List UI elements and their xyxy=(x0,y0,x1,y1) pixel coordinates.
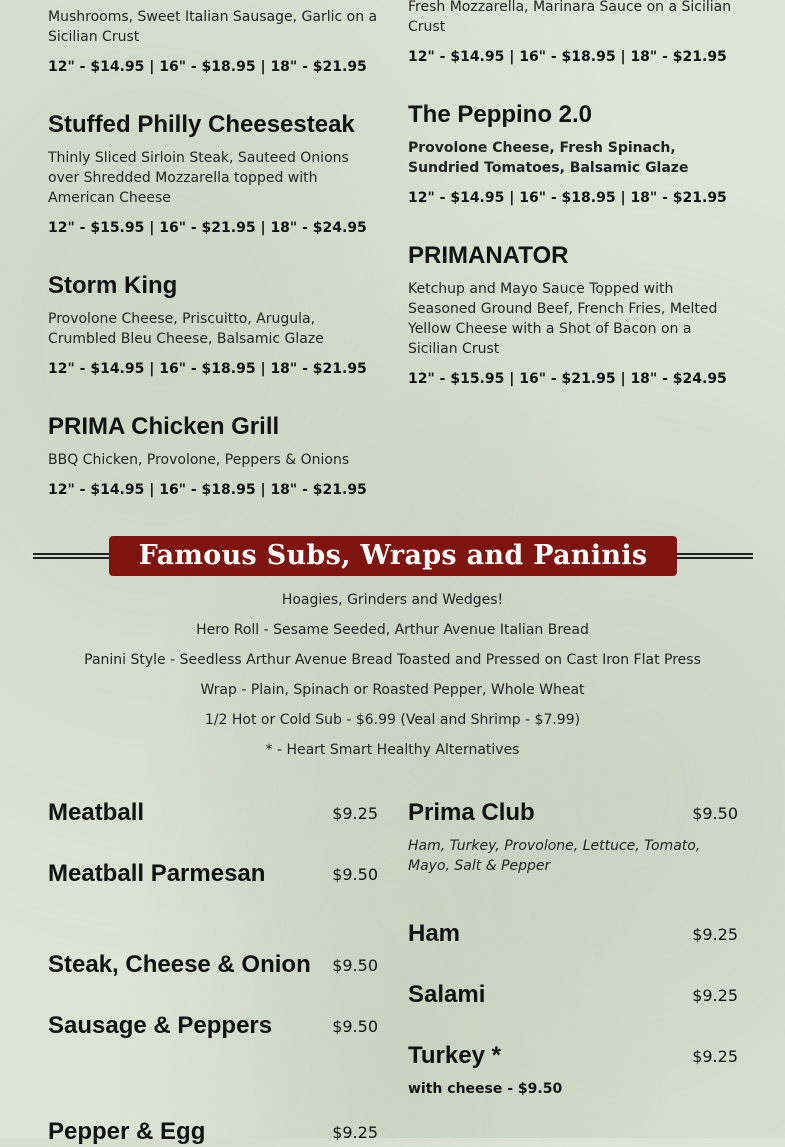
sub-name: Pepper & Egg xyxy=(48,1118,206,1145)
sub-price: $9.50 xyxy=(692,804,738,823)
pizza-price: 12" - $14.95 | 16" - $18.95 | 18" - $21.95 xyxy=(48,59,367,75)
sub-name: Meatball Parmesan xyxy=(48,860,266,887)
sub-name: Prima Club xyxy=(408,799,535,826)
sub-price: $9.50 xyxy=(332,865,378,884)
pizza-name: PRIMANATOR xyxy=(408,242,569,269)
sub-item xyxy=(408,919,738,949)
pizza-item xyxy=(48,412,378,500)
pizza-name: Stuffed Philly Cheesesteak xyxy=(48,111,355,138)
sub-name: Sausage & Peppers xyxy=(48,1012,273,1039)
info-line: 1/2 Hot or Cold Sub - $6.99 (Veal and Shrimp - $7.99) xyxy=(204,712,581,728)
sub-item xyxy=(408,798,738,876)
sub-price: $9.50 xyxy=(332,1017,378,1036)
sub-price: $9.25 xyxy=(332,1123,378,1142)
sub-price: $9.25 xyxy=(692,986,738,1005)
banner-divider-right xyxy=(673,553,753,559)
pizza-price: 12" - $14.95 | 16" - $18.95 | 18" - $21.95 xyxy=(48,361,367,377)
sub-price: $9.25 xyxy=(332,804,378,823)
sub-name: Turkey * xyxy=(408,1042,501,1069)
sub-item xyxy=(48,859,378,889)
pizza-price: 12" - $14.95 | 16" - $18.95 | 18" - $21.95 xyxy=(408,190,727,206)
pizza-price: 12" - $15.95 | 16" - $21.95 | 18" - $24.95 xyxy=(48,220,367,236)
pizza-price: 12" - $14.95 | 16" - $18.95 | 18" - $21.95 xyxy=(48,482,367,498)
pizza-item xyxy=(48,7,378,77)
section-banner xyxy=(33,536,753,576)
info-line: Hero Roll - Sesame Seeded, Arthur Avenue Italian Bread xyxy=(196,622,589,638)
section-title: Famous Subs, Wraps and Paninis xyxy=(109,536,677,576)
pizza-description: BBQ Chicken, Provolone, Peppers & Onions xyxy=(48,452,350,468)
sub-note: Ham, Turkey, Provolone, Lettuce, Tomato, Mayo, Salt & Pepper xyxy=(408,838,701,874)
pizza-description: Ketchup and Mayo Sauce Topped with Seasoned Ground Beef, French Fries, Melted Yellow Cheese with a Shot of Bacon on a Sicilian Crust xyxy=(408,281,718,357)
info-line: * - Heart Smart Healthy Alternatives xyxy=(265,742,520,758)
sub-item xyxy=(408,1041,738,1099)
sub-item xyxy=(48,1117,378,1147)
sub-price: $9.25 xyxy=(692,925,738,944)
pizza-price: 12" - $15.95 | 16" - $21.95 | 18" - $24.95 xyxy=(408,371,727,387)
pizza-item xyxy=(408,241,738,389)
pizza-name: The Peppino 2.0 xyxy=(408,101,593,128)
pizza-name: Storm King xyxy=(48,272,178,299)
sub-price: $9.25 xyxy=(692,1047,738,1066)
pizza-description: Thinly Sliced Sirloin Steak, Sauteed Onions over Shredded Mozzarella topped with American Cheese xyxy=(48,150,349,206)
sub-note: with cheese - $9.50 xyxy=(408,1081,563,1097)
pizza-description: Provolone Cheese, Fresh Spinach, Sundried Tomatoes, Balsamic Glaze xyxy=(408,140,689,176)
sub-item xyxy=(48,950,378,980)
pizza-item xyxy=(48,110,378,238)
info-line: Wrap - Plain, Spinach or Roasted Pepper, Whole Wheat xyxy=(200,682,585,698)
sub-item xyxy=(48,1011,378,1041)
sub-item xyxy=(408,980,738,1010)
pizza-item xyxy=(408,100,738,208)
pizza-description: Fresh Mozzarella, Marinara Sauce on a Sicilian Crust xyxy=(408,0,732,35)
info-line: Hoagies, Grinders and Wedges! xyxy=(281,592,504,608)
banner-divider-left xyxy=(33,553,113,559)
pizza-description: Provolone Cheese, Priscuitto, Arugula, Crumbled Bleu Cheese, Balsamic Glaze xyxy=(48,311,324,347)
sub-name: Ham xyxy=(408,920,461,947)
pizza-item xyxy=(408,0,738,67)
sub-item xyxy=(48,798,378,828)
sub-name: Meatball xyxy=(48,799,145,826)
pizza-item xyxy=(48,271,378,379)
sub-name: Salami xyxy=(408,981,486,1008)
pizza-price: 12" - $14.95 | 16" - $18.95 | 18" - $21.95 xyxy=(408,49,727,65)
sub-name: Steak, Cheese & Onion xyxy=(48,951,311,978)
sub-price: $9.50 xyxy=(332,956,378,975)
pizza-name: PRIMA Chicken Grill xyxy=(48,413,280,440)
pizza-description: Mushrooms, Sweet Italian Sausage, Garlic on a Sicilian Crust xyxy=(48,9,378,45)
info-line: Panini Style - Seedless Arthur Avenue Bread Toasted and Pressed on Cast Iron Flat Press xyxy=(84,652,701,668)
